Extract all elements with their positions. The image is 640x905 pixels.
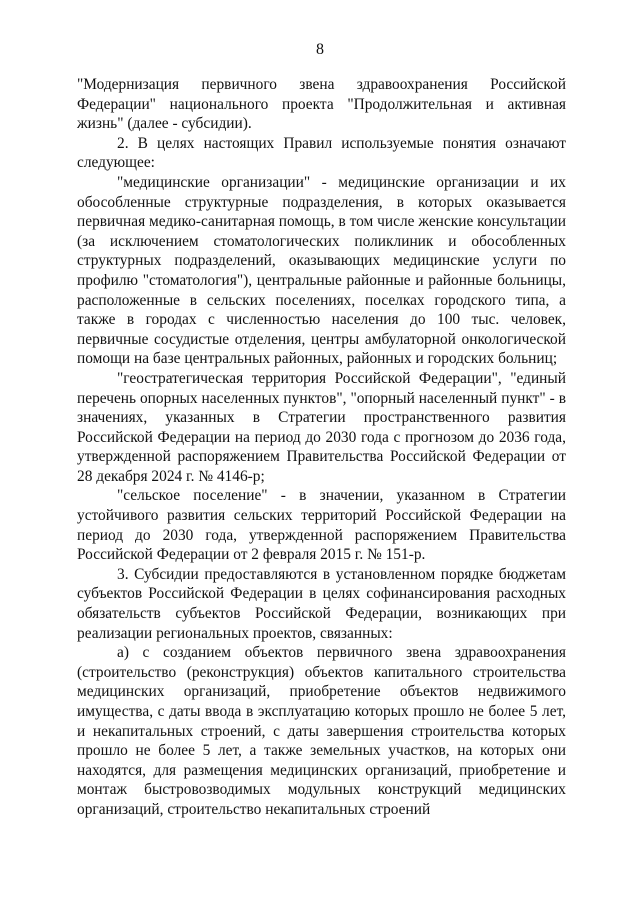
paragraph-term-geostrategic-territory: "геостратегическая территория Российской Федерации", "единый перечень опорных населенных пунктов", "опорный населенный пункт" - в значениях, указанных в Стратегии пространственного развития Российской Федерации на период до 2030 года с прогнозом до 2036 года, утвержденной распоряжением Правительства Российской Федерации от 28 декабря 2024 г. № 4146-р; (77, 369, 566, 485)
paragraph-term-medical-organizations: "медицинские организации" - медицинские организации и их обособленные структурные подразделения, в которых оказывается первичная медико-санитарная помощь, в том числе женские консультации (за исключением стоматологических поликлиник и обособленных структурных подразделений, оказывающих медицинские услуги по профилю "стоматология"), центральные районные и районные больницы, расположенные в сельских поселениях, поселках городского типа, а также в городах с численностью населения до 100 тыс. человек, первичные сосудистые отделения, центры амбулаторной онкологической помощи на базе центральных районных, районных и городских больниц; (77, 173, 566, 368)
paragraph-term-rural-settlement: "сельское поселение" - в значении, указанном в Стратегии устойчивого развития сельских территорий Российской Федерации на период до 2030 года, утвержденной распоряжением Правительства Российской Федерации от 2 февраля 2015 г. № 151-р. (77, 487, 566, 564)
paragraph-3-subsidy-provision: 3. Субсидии предоставляются в установленном порядке бюджетам субъектов Российской Федерации в целях софинансирования расходных обязательств субъектов Российской Федерации, возникающих при реализации региональных проектов, связанных: (77, 565, 566, 642)
document-body (77, 75, 566, 820)
paragraph-3a-primary-care-objects: а) с созданием объектов первичного звена здравоохранения (строительство (реконструкция) объектов капитального строительства медицинских организаций, приобретение объектов недвижимого имущества, с даты ввода в эксплуатацию которых прошло не более 5 лет, и некапитальных строений, с даты завершения строительства которых прошло не более 5 лет, а также земельных участков, на которых они находятся, для размещения медицинских организаций, приобретение и монтаж быстровозводимых модульных конструкций медицинских организаций, строительство некапитальных строений (77, 644, 566, 818)
paragraph-subsidy-definition: "Модернизация первичного звена здравоохранения Российской Федерации" национального проекта "Продолжительная и активная жизнь" (далее - субсидии). (77, 76, 566, 133)
paragraph-2-terms-intro: 2. В целях настоящих Правил используемые понятия означают следующее: (77, 134, 566, 172)
page-number: 8 (316, 41, 324, 58)
